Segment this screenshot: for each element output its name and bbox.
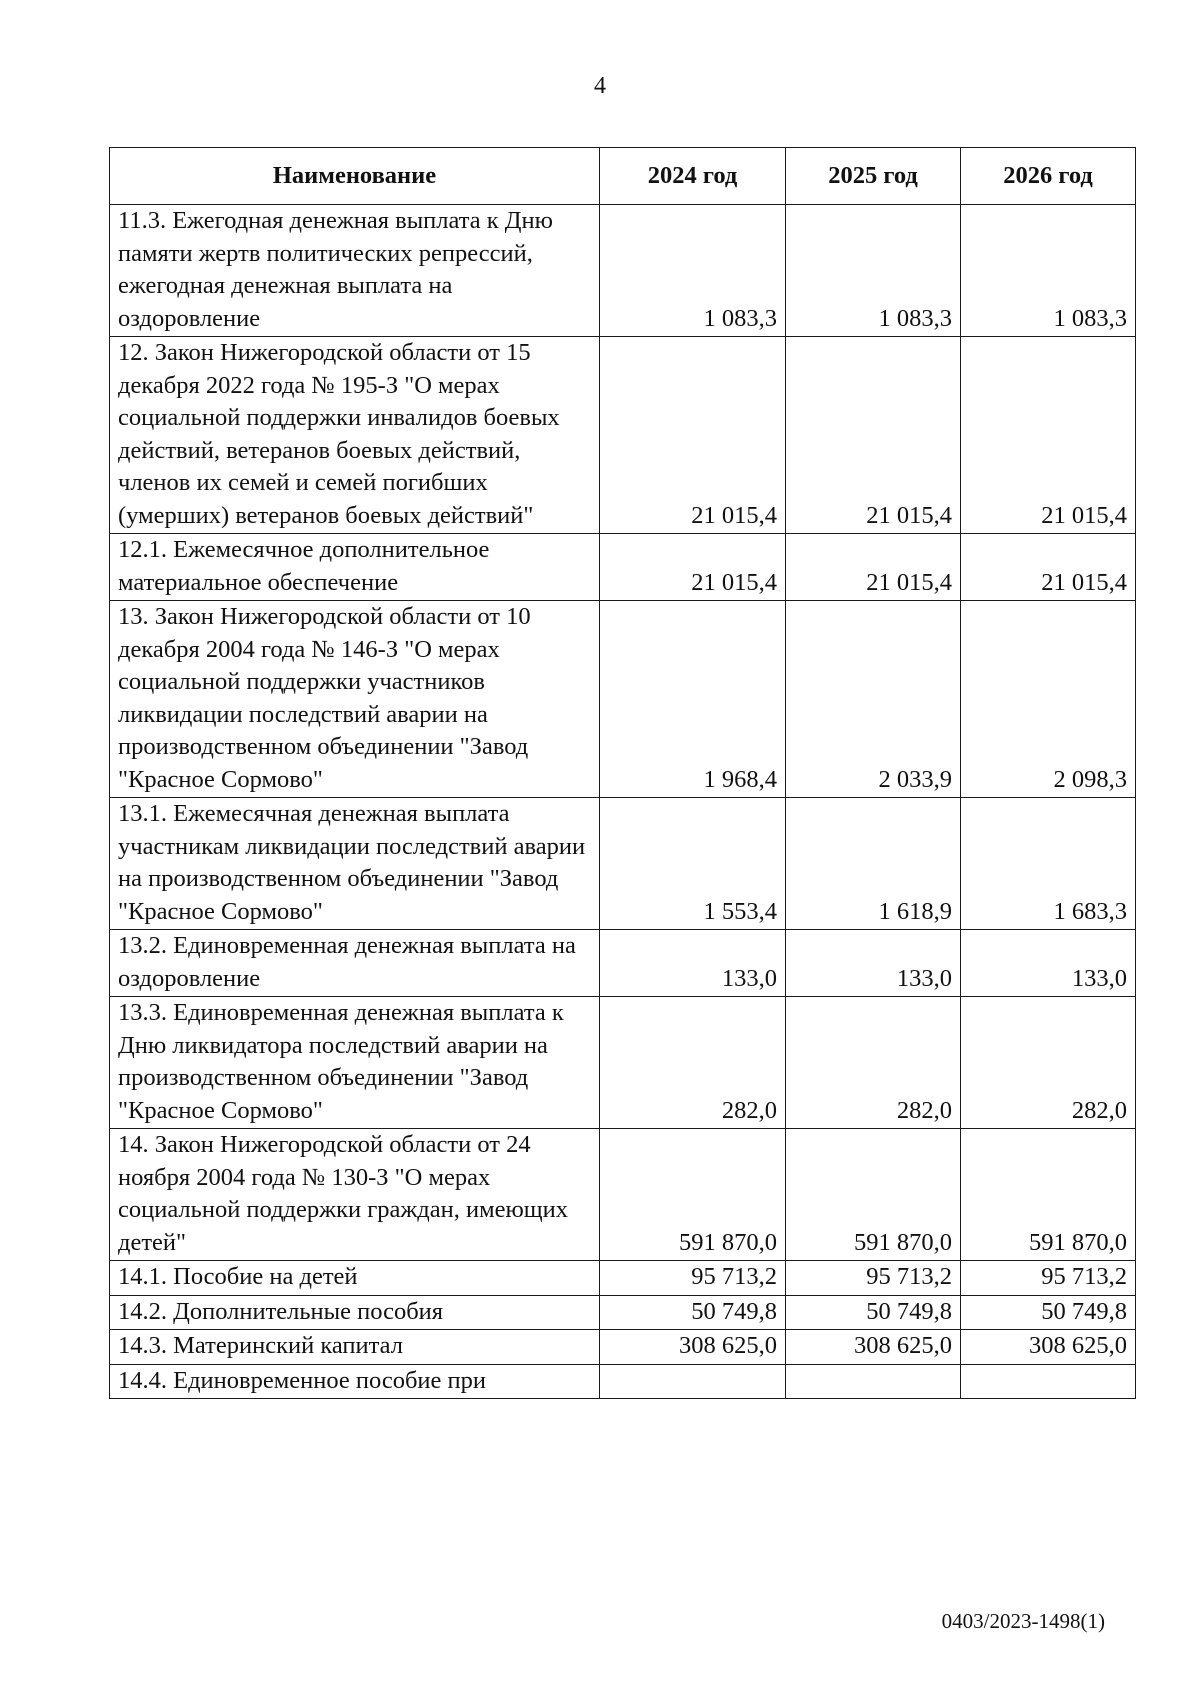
value-2025 [786,1364,961,1399]
value-2026: 50 749,8 [961,1295,1136,1330]
header-name: Наименование [110,148,600,205]
budget-table [109,147,1136,1399]
value-2026: 1 683,3 [961,798,1136,930]
table-row [110,205,1136,337]
page-number: 4 [594,73,606,99]
row-name: 14.1. Пособие на детей [110,1261,600,1296]
value-2025: 282,0 [786,997,961,1129]
row-name: 14.3. Материнский капитал [110,1330,600,1365]
value-2025: 1 083,3 [786,205,961,337]
row-name: 14. Закон Нижегородской области от 24 ноября 2004 года № 130-З "О мерах социальной поддержки граждан, имеющих детей" [110,1129,600,1261]
value-2025: 1 618,9 [786,798,961,930]
table-row [110,1261,1136,1296]
row-name: 12. Закон Нижегородской области от 15 декабря 2022 года № 195-З "О мерах социальной поддержки инвалидов боевых действий, ветеранов боевых действий, членов их семей и семей погибших (умерших) ветеранов боевых действий" [110,337,600,534]
value-2026: 282,0 [961,997,1136,1129]
value-2024: 21 015,4 [600,337,786,534]
value-2026: 133,0 [961,930,1136,997]
value-2024: 282,0 [600,997,786,1129]
value-2025: 50 749,8 [786,1295,961,1330]
row-name: 14.4. Единовременное пособие при [110,1364,600,1399]
value-2025: 21 015,4 [786,337,961,534]
table-row [110,534,1136,601]
value-2024: 95 713,2 [600,1261,786,1296]
value-2026: 591 870,0 [961,1129,1136,1261]
value-2025: 133,0 [786,930,961,997]
header-2025: 2025 год [786,148,961,205]
table-row [110,337,1136,534]
value-2024: 591 870,0 [600,1129,786,1261]
header-2024: 2024 год [600,148,786,205]
value-2026: 95 713,2 [961,1261,1136,1296]
table-row [110,601,1136,798]
value-2024: 1 083,3 [600,205,786,337]
value-2026: 1 083,3 [961,205,1136,337]
row-name: 11.3. Ежегодная денежная выплата к Дню памяти жертв политических репрессий, ежегодная денежная выплата на оздоровление [110,205,600,337]
row-name: 12.1. Ежемесячное дополнительное материальное обеспечение [110,534,600,601]
row-name: 13.1. Ежемесячная денежная выплата участникам ликвидации последствий аварии на производственном объединении "Завод "Красное Сормово" [110,798,600,930]
table-row [110,997,1136,1129]
value-2026: 21 015,4 [961,534,1136,601]
header-2026: 2026 год [961,148,1136,205]
table-row [110,798,1136,930]
table-row [110,1295,1136,1330]
row-name: 14.2. Дополнительные пособия [110,1295,600,1330]
value-2025: 2 033,9 [786,601,961,798]
value-2024: 133,0 [600,930,786,997]
document-id: 0403/2023-1498(1) [941,1609,1105,1633]
value-2026: 2 098,3 [961,601,1136,798]
table-header-row [110,148,1136,205]
value-2026: 308 625,0 [961,1330,1136,1365]
table-row [110,930,1136,997]
value-2025: 21 015,4 [786,534,961,601]
value-2024: 1 968,4 [600,601,786,798]
value-2024: 21 015,4 [600,534,786,601]
row-name: 13. Закон Нижегородской области от 10 декабря 2004 года № 146-З "О мерах социальной поддержки участников ликвидации последствий аварии на производственном объединении "Завод "Красное Сормово" [110,601,600,798]
value-2025: 95 713,2 [786,1261,961,1296]
row-name: 13.2. Единовременная денежная выплата на оздоровление [110,930,600,997]
value-2025: 308 625,0 [786,1330,961,1365]
value-2024: 50 749,8 [600,1295,786,1330]
value-2024 [600,1364,786,1399]
table-row [110,1129,1136,1261]
value-2026: 21 015,4 [961,337,1136,534]
value-2024: 308 625,0 [600,1330,786,1365]
row-name: 13.3. Единовременная денежная выплата к Дню ликвидатора последствий аварии на производственном объединении "Завод "Красное Сормово" [110,997,600,1129]
value-2026 [961,1364,1136,1399]
table-row [110,1330,1136,1365]
table-row [110,1364,1136,1399]
value-2025: 591 870,0 [786,1129,961,1261]
value-2024: 1 553,4 [600,798,786,930]
